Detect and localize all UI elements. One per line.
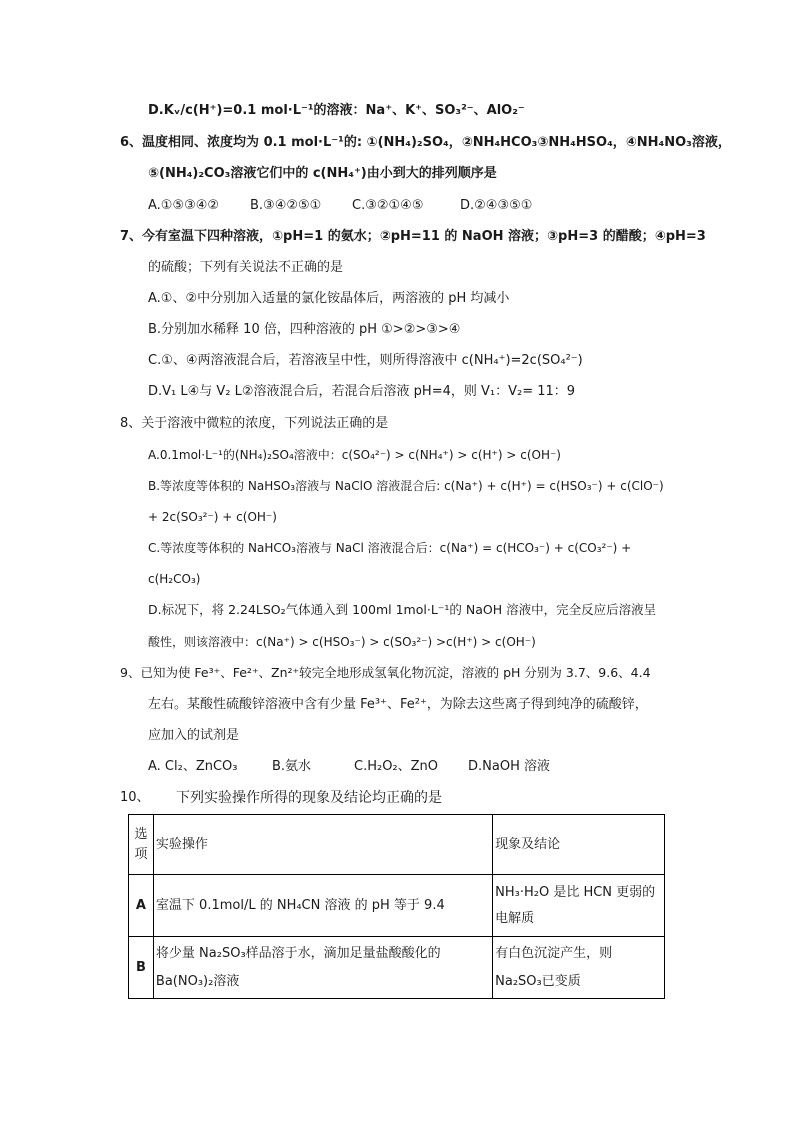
q9-option-a: A. Cl₂、ZnCO₃: [148, 759, 238, 774]
q6-stem-line1: 6、温度相同、浓度均为 0.1 mol·L⁻¹的: ①(NH₄)₂SO₄，②NH₄HCO₃③NH₄HSO₄，④NH₄NO₃溶液，: [120, 135, 731, 150]
q9-stem-line3: 应加入的试剂是: [148, 728, 240, 743]
q6-option-b: B.③④②⑤①: [250, 198, 322, 213]
header-result: 现象及结论: [493, 815, 665, 875]
row-b-result: 有白色沉淀产生，则 Na₂SO₃已变质: [493, 937, 665, 999]
q7-option-c: C.①、④两溶液混合后，若溶液呈中性，则所得溶液中 c(NH₄⁺)=2c(SO₄²⁻): [148, 353, 583, 368]
q8-option-a: A.0.1mol·L⁻¹的(NH₄)₂SO₄溶液中：c(SO₄²⁻) > c(NH₄⁺) > c(H⁺) > c(OH⁻): [148, 448, 561, 462]
q7-option-b: B.分别加水稀释 10 倍，四种溶液的 pH ①>②>③>④: [148, 322, 461, 337]
q8-option-b-line2: + 2c(SO₃²⁻) + c(OH⁻): [148, 510, 277, 524]
q9-option-c: C.H₂O₂、ZnO: [354, 759, 439, 774]
row-a-option: A: [129, 875, 154, 937]
q7-option-a: A.①、②中分别加入适量的氯化铵晶体后，两溶液的 pH 均减小: [148, 291, 510, 306]
row-a-operation: 室温下 0.1mol/L 的 NH₄CN 溶液 的 pH 等于 9.4: [153, 875, 492, 937]
header-option: 选项: [129, 815, 154, 875]
q9-option-b: B.氨水: [272, 759, 312, 774]
q6-option-d: D.②④③⑤①: [460, 198, 533, 213]
table-header-row: [129, 815, 665, 875]
q9-stem-line2: 左右。某酸性硫酸锌溶液中含有少量 Fe³⁺、Fe²⁺，为除去这些离子得到纯净的硫酸锌，: [148, 697, 648, 712]
q6-option-c: C.③②①④⑤: [352, 198, 424, 213]
q8-option-d-line2: 酸性，则该溶液中：c(Na⁺) > c(HSO₃⁻) > c(SO₃²⁻) >c(H⁺) > c(OH⁻): [148, 635, 536, 649]
q9-option-d: D.NaOH 溶液: [468, 759, 550, 774]
q10-stem: 下列实验操作所得的现象及结论均正确的是: [176, 790, 442, 806]
q7-stem-line1: 7、今有室温下四种溶液，①pH=1 的氨水；②pH=11 的 NaOH 溶液；③pH=3 的醋酸；④pH=3: [120, 229, 706, 244]
q9-stem-line1: 9、已知为使 Fe³⁺、Fe²⁺、Zn²⁺较完全地形成氢氧化物沉淀，溶液的 pH 分别为 3.7、9.6、4.4: [120, 665, 651, 680]
row-b-option: B: [129, 937, 154, 999]
q7-stem-line2: 的硫酸；下列有关说法不正确的是: [148, 260, 344, 275]
q8-stem: 8、关于溶液中微粒的浓度，下列说法正确的是: [120, 416, 389, 431]
q10-number: 10、: [120, 790, 150, 805]
row-a-result: NH₃·H₂O 是比 HCN 更弱的电解质: [493, 875, 665, 937]
table-row: [129, 875, 665, 937]
q8-option-c-line2: c(H₂CO₃): [148, 572, 201, 586]
q5-option-d: D.Kᵥ/c(H⁺)=0.1 mol·L⁻¹的溶液：Na⁺、K⁺、SO₃²⁻、AlO₂⁻: [148, 103, 525, 118]
q8-option-b-line1: B.等浓度等体积的 NaHSO₃溶液与 NaClO 溶液混合后: c(Na⁺) + c(H⁺) = c(HSO₃⁻) + c(ClO⁻): [148, 479, 664, 493]
q7-option-d: D.V₁ L④与 V₂ L②溶液混合后，若混合后溶液 pH=4，则 V₁：V₂= 11：9: [148, 384, 576, 399]
table-row: [129, 937, 665, 999]
q6-option-a: A.①⑤③④②: [148, 198, 220, 213]
experiment-table: [128, 814, 665, 999]
q8-option-c-line1: C.等浓度等体积的 NaHCO₃溶液与 NaCl 溶液混合后：c(Na⁺) = c(HCO₃⁻) + c(CO₃²⁻) +: [148, 541, 632, 555]
header-operation: 实验操作: [153, 815, 492, 875]
q6-stem-line2: ⑤(NH₄)₂CO₃溶液它们中的 c(NH₄⁺)由小到大的排列顺序是: [148, 166, 497, 181]
row-b-operation: 将少量 Na₂SO₃样品溶于水，滴加足量盐酸酸化的 Ba(NO₃)₂溶液: [153, 937, 492, 999]
q8-option-d-line1: D.标况下，将 2.24LSO₂气体通入到 100ml 1mol·L⁻¹的 NaOH 溶液中，完全反应后溶液呈: [148, 602, 657, 617]
